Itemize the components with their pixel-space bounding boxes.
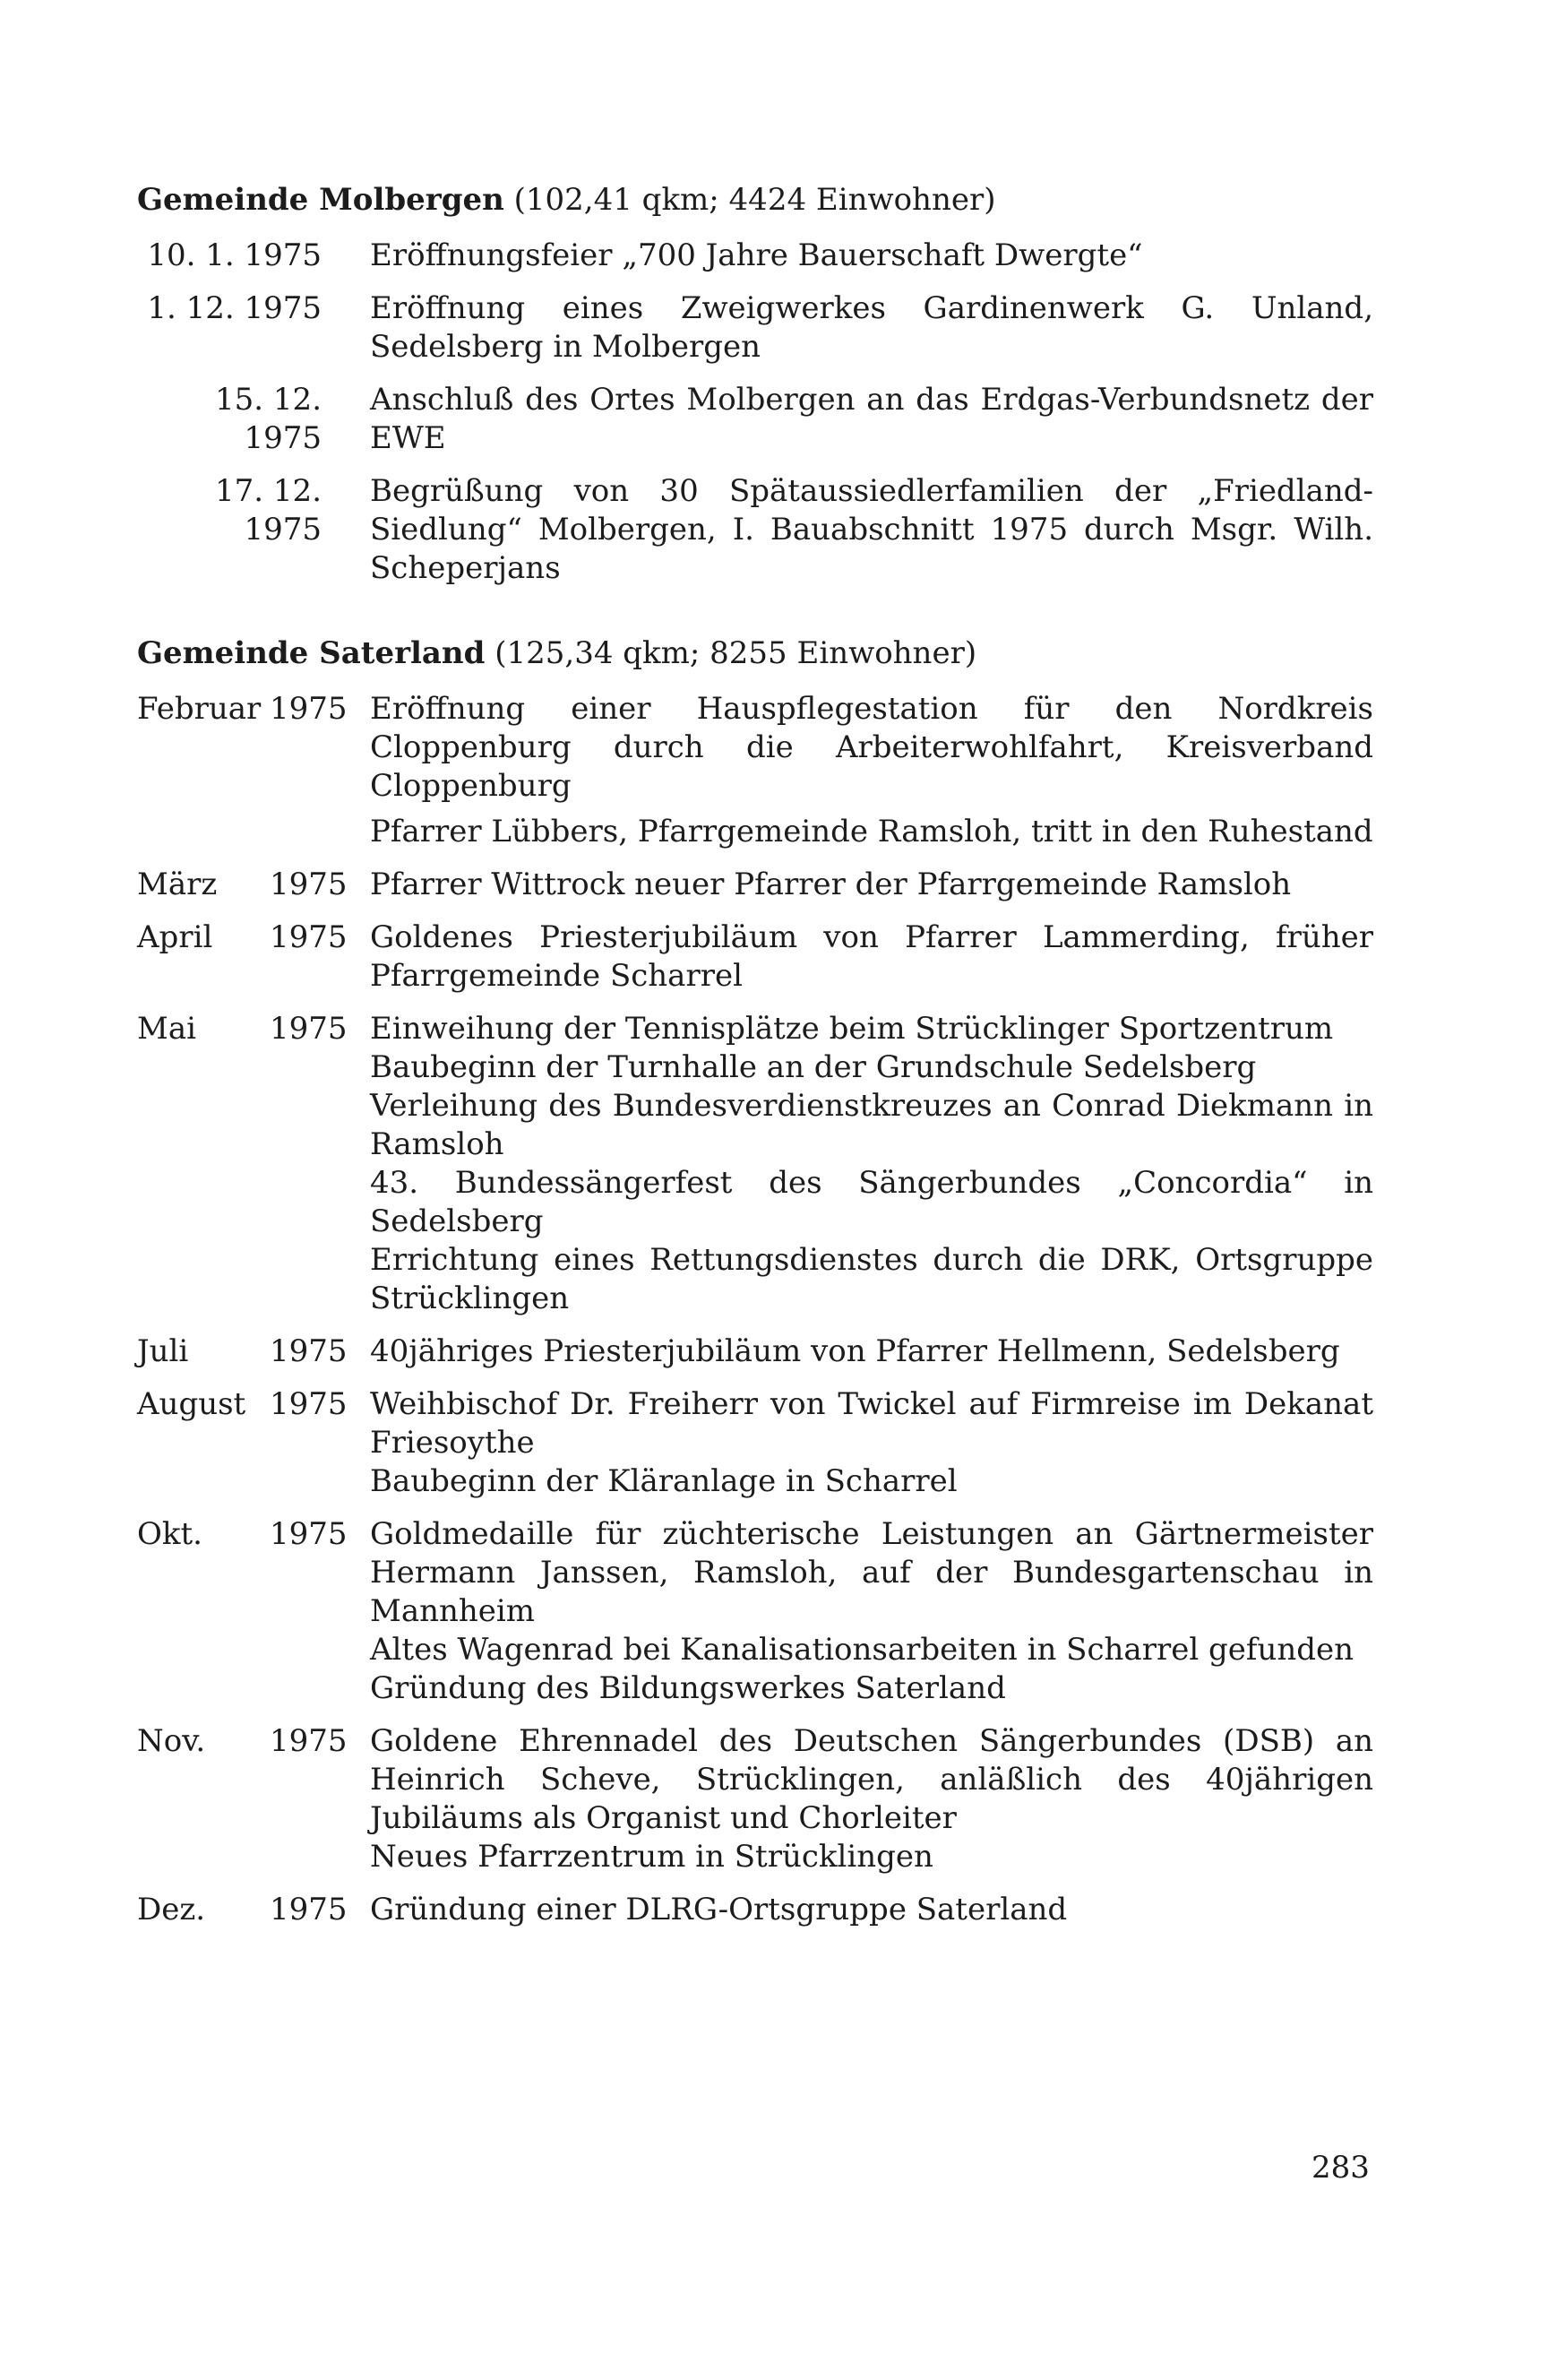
entry-year: 1975 bbox=[270, 1011, 348, 1047]
entry-text: Goldmedaille für züchterische Leistungen an Gärtnermeister Hermann Janssen, Ramsloh, auf der Bundesgartenschau in Mannheim bbox=[370, 1516, 1373, 1629]
entry-text: Errichtung eines Rettungsdienstes durch die DRK, Ortsgruppe Strücklingen bbox=[370, 1242, 1373, 1316]
entry-text: Goldene Ehrennadel des Deutschen Sängerbundes (DSB) an Heinrich Scheve, Strücklingen, anläßlich des 40jährigen Jubiläums als Organist und Chorleiter bbox=[370, 1723, 1373, 1836]
section-heading bbox=[137, 633, 1373, 674]
entry-text: Baubeginn der Kläranlage in Scharrel bbox=[370, 1463, 958, 1499]
page-body bbox=[137, 179, 1373, 1974]
entry-year: 1975 bbox=[270, 691, 348, 727]
entry-text: Eröffnung eines Zweigwerkes Gardinenwerk G. Unland, Sedelsberg in Molbergen bbox=[370, 290, 1373, 365]
entry-date bbox=[137, 1891, 370, 1929]
entry-date bbox=[137, 1332, 370, 1371]
entry-date: 1. 12. 1975 bbox=[147, 290, 322, 326]
chronicle-entry bbox=[137, 289, 1373, 366]
chronicle-entry bbox=[137, 1515, 1373, 1708]
entry-text: Gründung des Bildungswerkes Saterland bbox=[370, 1670, 1006, 1706]
entry-date bbox=[137, 1722, 370, 1876]
entry-month: Nov. bbox=[137, 1723, 206, 1759]
entry-year: 1975 bbox=[270, 867, 348, 902]
entry-date bbox=[137, 1385, 370, 1501]
entry-text: Neues Pfarrzentrum in Strücklingen bbox=[370, 1839, 933, 1875]
entry-month: Februar bbox=[137, 691, 262, 727]
chronicle-entry bbox=[137, 690, 1373, 851]
section-title: Gemeinde Molbergen bbox=[137, 182, 504, 218]
chronicle-entry bbox=[137, 381, 1373, 458]
entry-date bbox=[137, 918, 370, 996]
entry-date: 17. 12. 1975 bbox=[215, 473, 322, 548]
entry-year: 1975 bbox=[270, 1333, 348, 1369]
section-title: Gemeinde Saterland bbox=[137, 635, 486, 671]
chronicle-entry bbox=[137, 237, 1373, 275]
chronicle-entry bbox=[137, 1332, 1373, 1371]
entry-text: Verleihung des Bundesverdienstkreuzes an Conrad Diekmann in Ramsloh bbox=[370, 1088, 1373, 1162]
entry-year: 1975 bbox=[270, 919, 348, 955]
entry-month: April bbox=[137, 919, 213, 955]
section-molbergen bbox=[137, 179, 1373, 588]
entry-text: Goldenes Priesterjubiläum von Pfarrer Lammerding, früher Pfarrgemeinde Scharrel bbox=[370, 919, 1373, 994]
entry-month: März bbox=[137, 867, 218, 902]
entry-text: Pfarrer Lübbers, Pfarrgemeinde Ramsloh, tritt in den Ruhestand bbox=[370, 814, 1373, 849]
entry-text: Eröffnungsfeier „700 Jahre Bauerschaft Dwergte“ bbox=[370, 237, 1143, 273]
entry-text: Altes Wagenrad bei Kanalisationsarbeiten in Scharrel gefunden bbox=[370, 1632, 1354, 1668]
chronicle-entry bbox=[137, 866, 1373, 904]
section-saterland bbox=[137, 633, 1373, 1929]
chronicle-entry bbox=[137, 1722, 1373, 1876]
entry-year: 1975 bbox=[270, 1386, 348, 1422]
chronicle-entry bbox=[137, 1891, 1373, 1929]
entry-month: Okt. bbox=[137, 1516, 202, 1552]
entry-text: 43. Bundessängerfest des Sängerbundes „Concordia“ in Sedelsberg bbox=[370, 1165, 1373, 1239]
entry-date bbox=[137, 1010, 370, 1318]
entry-date bbox=[137, 866, 370, 904]
entry-text: Einweihung der Tennisplätze beim Strücklinger Sportzentrum bbox=[370, 1011, 1334, 1047]
entry-month: August bbox=[137, 1386, 246, 1422]
entry-text: Pfarrer Wittrock neuer Pfarrer der Pfarrgemeinde Ramsloh bbox=[370, 867, 1292, 902]
entry-year: 1975 bbox=[270, 1723, 348, 1759]
entry-year: 1975 bbox=[270, 1892, 348, 1927]
entry-text: Gründung einer DLRG-Ortsgruppe Saterland bbox=[370, 1892, 1068, 1927]
entry-text: 40jähriges Priesterjubiläum von Pfarrer Hellmenn, Sedelsberg bbox=[370, 1333, 1340, 1369]
entry-date: 15. 12. 1975 bbox=[215, 382, 322, 456]
page-number: 283 bbox=[1312, 2150, 1370, 2186]
entry-text: Weihbischof Dr. Freiherr von Twickel auf Firmreise im Dekanat Friesoythe bbox=[370, 1386, 1373, 1461]
chronicle-entry bbox=[137, 472, 1373, 588]
entry-text: Baubeginn der Turnhalle an der Grundschule Sedelsberg bbox=[370, 1049, 1257, 1085]
entry-month: Dez. bbox=[137, 1892, 206, 1927]
entry-month: Juli bbox=[137, 1333, 189, 1369]
chronicle-entry bbox=[137, 918, 1373, 996]
entry-text: Begrüßung von 30 Spätaussiedlerfamilien der „Friedland-Siedlung“ Molbergen, I. Bauabschnitt 1975 durch Msgr. Wilh. Scheperjans bbox=[370, 473, 1373, 586]
chronicle-entry bbox=[137, 1385, 1373, 1501]
entry-month: Mai bbox=[137, 1011, 196, 1047]
section-info: (125,34 qkm; 8255 Einwohner) bbox=[494, 635, 977, 671]
section-info: (102,41 qkm; 4424 Einwohner) bbox=[513, 182, 996, 218]
entry-date: 10. 1. 1975 bbox=[147, 237, 322, 273]
section-heading bbox=[137, 179, 1373, 220]
entry-text: Eröffnung einer Hauspflegestation für den Nordkreis Cloppenburg durch die Arbeiterwohlfahrt, Kreisverband Cloppenburg bbox=[370, 691, 1373, 804]
entry-year: 1975 bbox=[270, 1516, 348, 1552]
entry-text: Anschluß des Ortes Molbergen an das Erdgas-Verbundsnetz der EWE bbox=[370, 382, 1373, 456]
entry-date bbox=[137, 690, 370, 851]
chronicle-entry bbox=[137, 1010, 1373, 1318]
entry-date bbox=[137, 1515, 370, 1708]
